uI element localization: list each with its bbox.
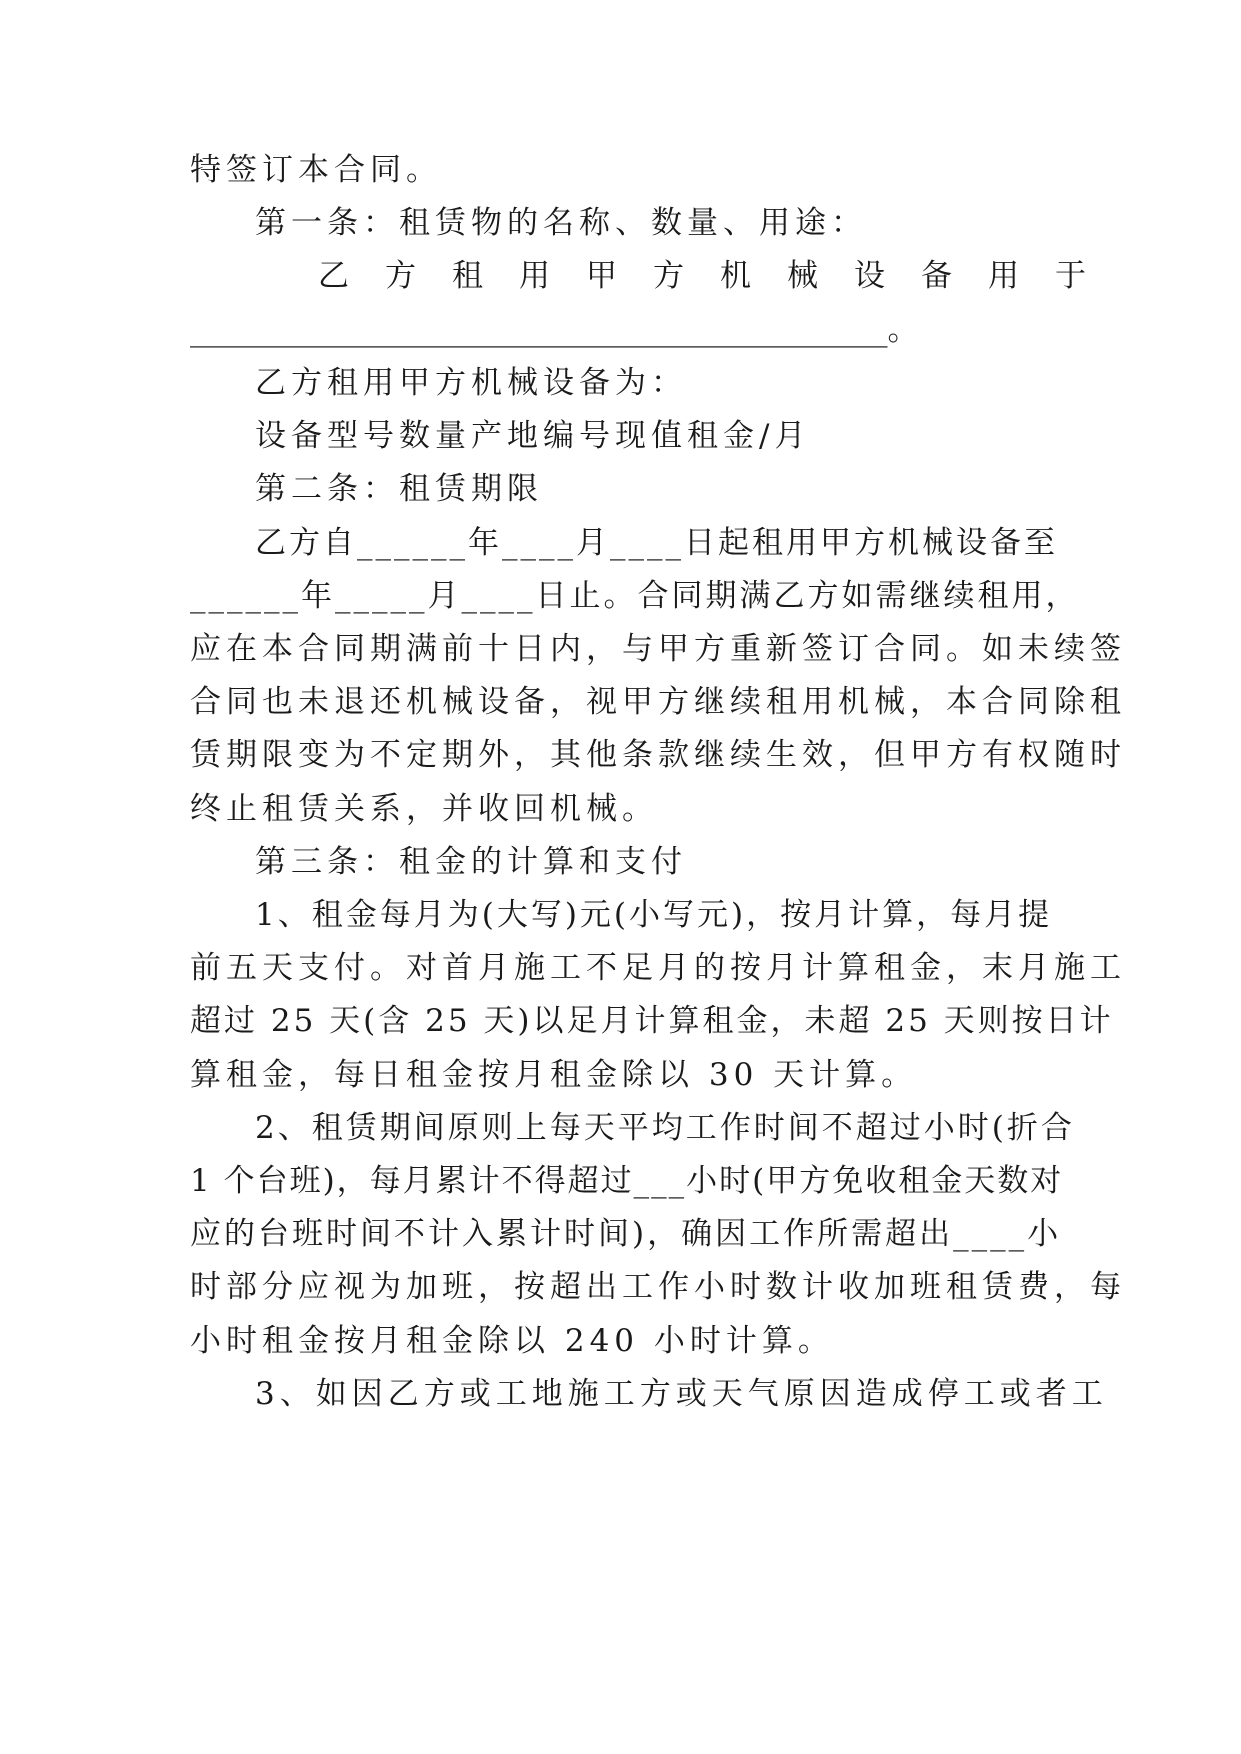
paragraph-line: ______年_____月____日止。合同期满乙方如需继续租用， xyxy=(190,578,1080,614)
paragraph-line: 小时租金按月租金除以 240 小时计算。 xyxy=(190,1323,834,1359)
blank-fill-line: _____________________________________________。 xyxy=(190,312,919,348)
paragraph-line: 应在本合同期满前十日内，与甲方重新签订合同。如未续签 xyxy=(190,631,1126,667)
spaced-text: 乙方租用甲方机械设备用于 xyxy=(318,258,1122,294)
paragraph-line: 1、租金每月为(大写)元(小写元)，按月计算，每月提 xyxy=(255,897,1053,933)
article-1-heading: 第一条：租赁物的名称、数量、用途： xyxy=(255,205,867,241)
paragraph-line: 终止租赁关系，并收回机械。 xyxy=(190,791,658,827)
paragraph-line-spaced xyxy=(318,256,1122,296)
paragraph-line: 超过 25 天(含 25 天)以足月计算租金，未超 25 天则按日计 xyxy=(190,1003,1114,1039)
paragraph-line: 应的台班时间不计入累计时间)，确因工作所需超出____小 xyxy=(190,1216,1062,1252)
paragraph-line: 特签订本合同。 xyxy=(190,152,442,188)
paragraph-line: 时部分应视为加班，按超出工作小时数计收加班租赁费，每 xyxy=(190,1269,1126,1305)
paragraph-line: 设备型号数量产地编号现值租金/月 xyxy=(255,418,811,454)
paragraph-line: 2、租赁期间原则上每天平均工作时间不超过小时(折合 xyxy=(255,1110,1075,1146)
article-2-heading: 第二条：租赁期限 xyxy=(255,471,543,507)
paragraph-line: 乙方自______年____月____日起租用甲方机械设备至 xyxy=(255,525,1058,561)
paragraph-line: 前五天支付。对首月施工不足月的按月计算租金，末月施工 xyxy=(190,950,1126,986)
paragraph-line: 乙方租用甲方机械设备为： xyxy=(255,365,687,401)
paragraph-line: 3、如因乙方或工地施工方或天气原因造成停工或者工 xyxy=(255,1376,1108,1412)
paragraph-line: 赁期限变为不定期外，其他条款继续生效，但甲方有权随时 xyxy=(190,737,1126,773)
paragraph-line: 合同也未退还机械设备，视甲方继续租用机械，本合同除租 xyxy=(190,684,1126,720)
paragraph-line: 1 个台班)，每月累计不得超过___小时(甲方免收租金天数对 xyxy=(190,1163,1064,1199)
paragraph-line: 算租金，每日租金按月租金除以 30 天计算。 xyxy=(190,1057,918,1093)
article-3-heading: 第三条：租金的计算和支付 xyxy=(255,844,687,880)
